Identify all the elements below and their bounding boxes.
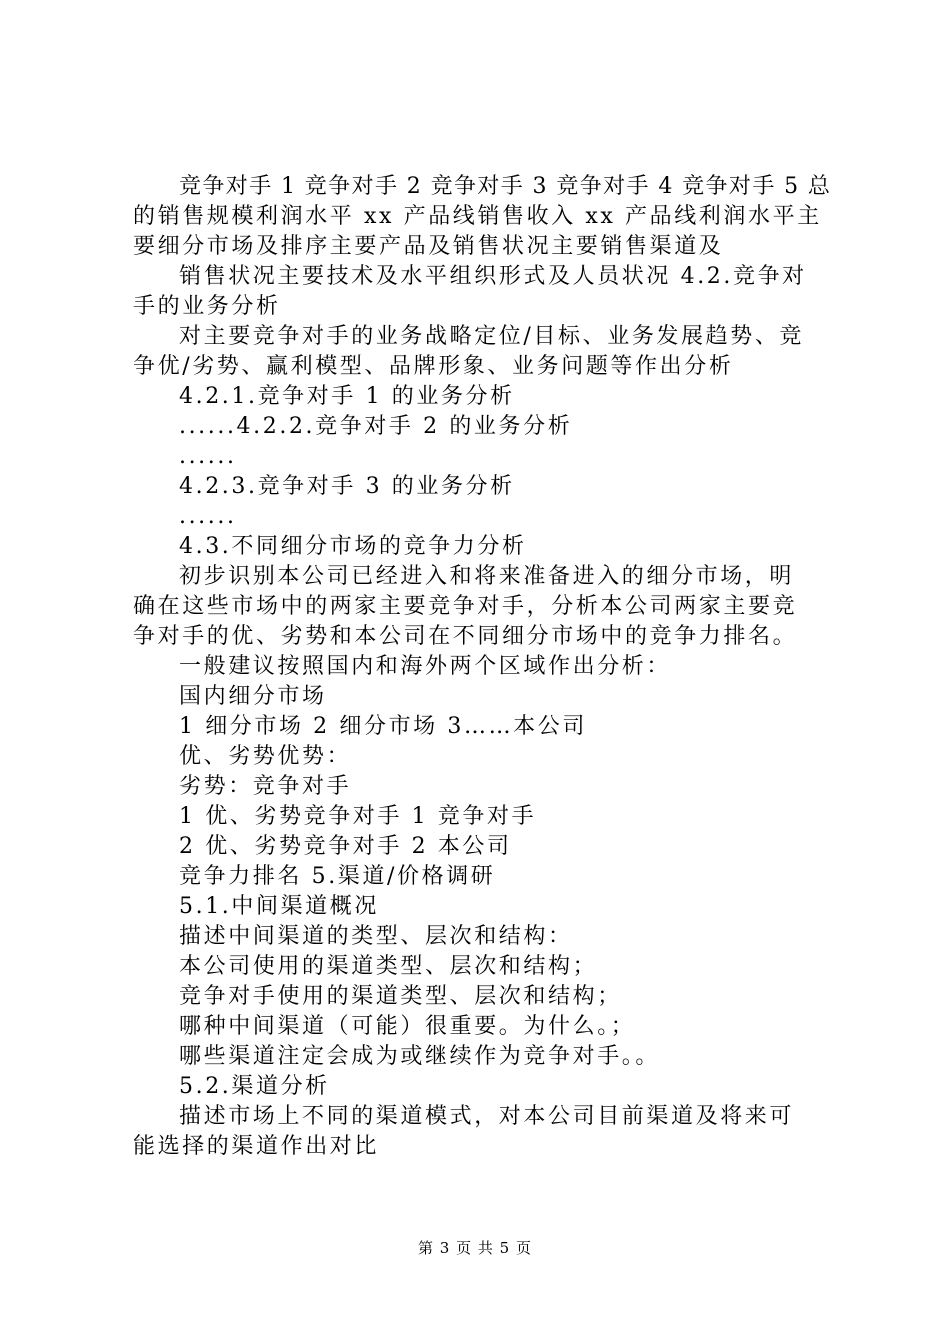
text-line: 劣势：竞争对手 [179,774,352,799]
text-line: 4.2.3.竞争对手 3 的业务分析 [179,474,515,499]
text-line: 初步识别本公司已经进入和将来准备进入的细分市场，明 [179,564,795,589]
text-line: 争对手的优、劣势和本公司在不同细分市场中的竞争力排名。 [133,624,798,649]
text-line: 哪些渠道注定会成为或继续作为竞争对手。。 [179,1044,661,1069]
text-line: 能选择的渠道作出对比 [133,1134,380,1159]
text-line: 手的业务分析 [133,294,281,319]
text-line: 5.2.渠道分析 [179,1074,330,1099]
text-line: 要细分市场及排序主要产品及销售状况主要销售渠道及 [133,234,724,259]
text-line: 争优/劣势、赢利模型、品牌形象、业务问题等作出分析 [133,354,734,379]
text-line: 销售状况主要技术及水平组织形式及人员状况 4.2.竞争对 [179,264,807,289]
text-line: ...... [179,504,237,529]
text-line: 哪种中间渠道（可能）很重要。为什么。； [179,1014,636,1039]
text-line: 本公司使用的渠道类型、层次和结构； [179,954,598,979]
text-line: 竞争力排名 5.渠道/价格调研 [179,864,496,889]
text-line: 国内细分市场 [179,684,327,709]
text-line: 一般建议按照国内和海外两个区域作出分析： [179,654,672,679]
page-footer: 第 3 页 共 5 页 [418,1239,532,1257]
text-line: 5.1.中间渠道概况 [179,894,379,919]
text-line: 确在这些市场中的两家主要竞争对手，分析本公司两家主要竞 [133,594,798,619]
text-line: 4.2.1.竞争对手 1 的业务分析 [179,384,515,409]
text-line: 优、劣势优势： [179,744,352,769]
text-line: 描述市场上不同的渠道模式，对本公司目前渠道及将来可 [179,1104,795,1129]
text-line: ......4.2.2.竞争对手 2 的业务分析 [179,414,573,439]
text-line: 对主要竞争对手的业务战略定位/目标、业务发展趋势、竞 [179,324,805,349]
text-line: 竞争对手使用的渠道类型、层次和结构； [179,984,622,1009]
text-line: 1 细分市场 2 细分市场 3……本公司 [179,714,587,739]
text-line: ...... [179,444,237,469]
text-line: 竞争对手 1 竞争对手 2 竞争对手 3 竞争对手 4 竞争对手 5 总 [179,174,832,199]
document-body [133,172,833,1162]
text-line: 描述中间渠道的类型、层次和结构： [179,924,573,949]
text-line: 的销售规模利润水平 xx 产品线销售收入 xx 产品线利润水平主 [133,204,822,229]
text-line: 2 优、劣势竞争对手 2 本公司 [179,834,512,859]
text-line: 4.3.不同细分市场的竞争力分析 [179,534,527,559]
text-line: 1 优、劣势竞争对手 1 竞争对手 [179,804,537,829]
